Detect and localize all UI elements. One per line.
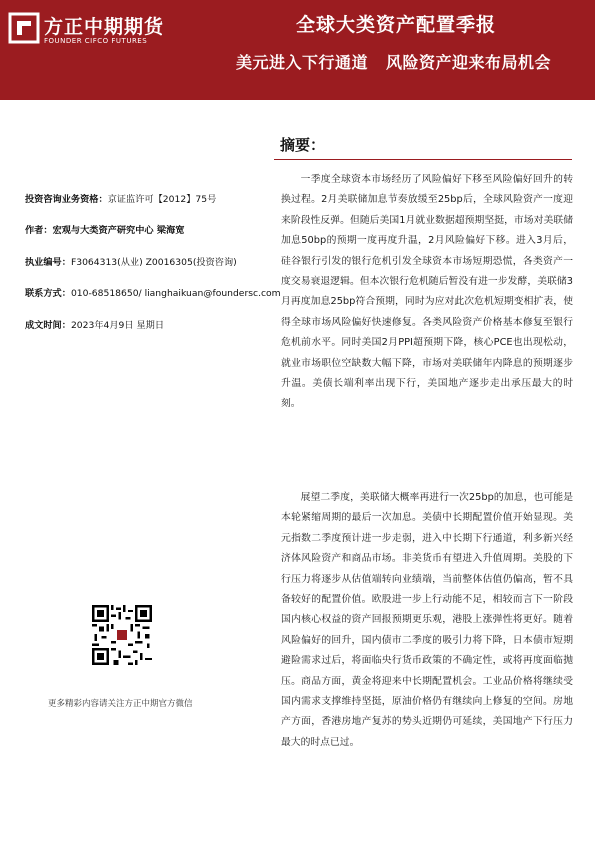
report-title: 全球大类资产配置季报 [296, 14, 497, 36]
subtitle-part-1: 美元进入下行通道 [236, 53, 369, 72]
report-subtitle [236, 50, 551, 73]
date-label: 成文时间： [25, 320, 71, 331]
abstract-paragraph-2: 展望二季度，美联储大概率再进行一次25bp的加息，也可能是本轮紧缩周期的最后一次加息。美债中长期配置价值开始显现。美元指数二季度预计进一步走弱，进入中长期下行通道，利多新兴经济体风险资产和商品市场。非美货币有望进入升值周期。美股的下行压力将逐步从估值端转向业绩端，当前整体估值仍偏高，暂不具备较好的配置价值。欧股进一步上行动能不足，相较而言下一阶段国内核心权益的资产回报预期更乐观，港股上涨弹性将更好。随着风险偏好的回升，国内债市二季度的吸引力将下降，日本债市短期避险需求过后，将面临央行货币政策的不确定性，或将再度面临抛压。商品方面，黄金将迎来中长期配置机会。工业品价格将继续受国内需求支撑维持坚挺，原油价格仍有继续向上修复的空间。房地产方面，香港房地产复苏的势头近期仍可延续，美国地产下行压力最大的时点已过。 [281, 492, 573, 748]
qr-caption: 更多精彩内容请关注方正中期官方微信 [48, 699, 193, 709]
contact-line [25, 285, 281, 299]
date-line [25, 317, 164, 331]
qualification-value: 京证监许可【2012】75号 [107, 194, 217, 205]
company-name-en: FOUNDER CIFCO FUTURES [44, 37, 148, 45]
author-value: 宏观与大类资产研究中心 梁海宽 [52, 225, 185, 236]
contact-label: 联系方式： [25, 288, 71, 299]
abstract-divider [274, 159, 572, 160]
wechat-qr-code-icon [92, 605, 152, 665]
company-name-cn: 方正中期期货 [44, 16, 165, 38]
abstract-paragraph-1: 一季度全球资本市场经历了风险偏好下移至风险偏好回升的转换过程。2月美联储加息节奏放缓至25bp后，全球风险资产一度迎来阶段性反弹。但随后美国1月就业数据超预期坚挺，市场对美联储加息50bp的预期一度再度升温，2月风险偏好下移。进入3月后，硅谷银行引发的银行危机引发全球资本市场短期恐慌，各类资产一度交易衰退逻辑。但本次银行危机随后暂没有进一步发酵，美联储3月再度加息25bp符合预期，同时为应对此次危机短期变相扩表，使得全球市场风险偏好快速修复。各类风险资产价格基本修复至银行危机前水平。同时美国2月PPI超预期下降，核心PCE也出现松动，就业市场职位空缺数大幅下降，市场对美联储年内降息的预期逐步升温。美债长端利率出现下行，美国地产逐步走出承压最大的时刻。 [281, 174, 573, 410]
author-line [25, 222, 184, 236]
founder-logo-icon [8, 12, 40, 44]
abstract-heading: 摘要： [280, 136, 326, 154]
contact-value: 010-68518650/ lianghaikuan@foundersc.com [70, 288, 281, 299]
author-label: 作者： [25, 225, 53, 236]
qualification-label: 投资咨询业务资格： [25, 194, 108, 205]
license-label: 执业编号： [25, 257, 71, 268]
subtitle-part-2: 风险资产迎来布局机会 [386, 53, 552, 72]
report-header [0, 0, 595, 100]
license-line [25, 254, 237, 268]
license-value: F3064313(从业) Z0016305(投资咨询) [70, 257, 237, 268]
date-value: 2023年4月9日 星期日 [70, 320, 165, 331]
qualification-line [25, 191, 216, 205]
